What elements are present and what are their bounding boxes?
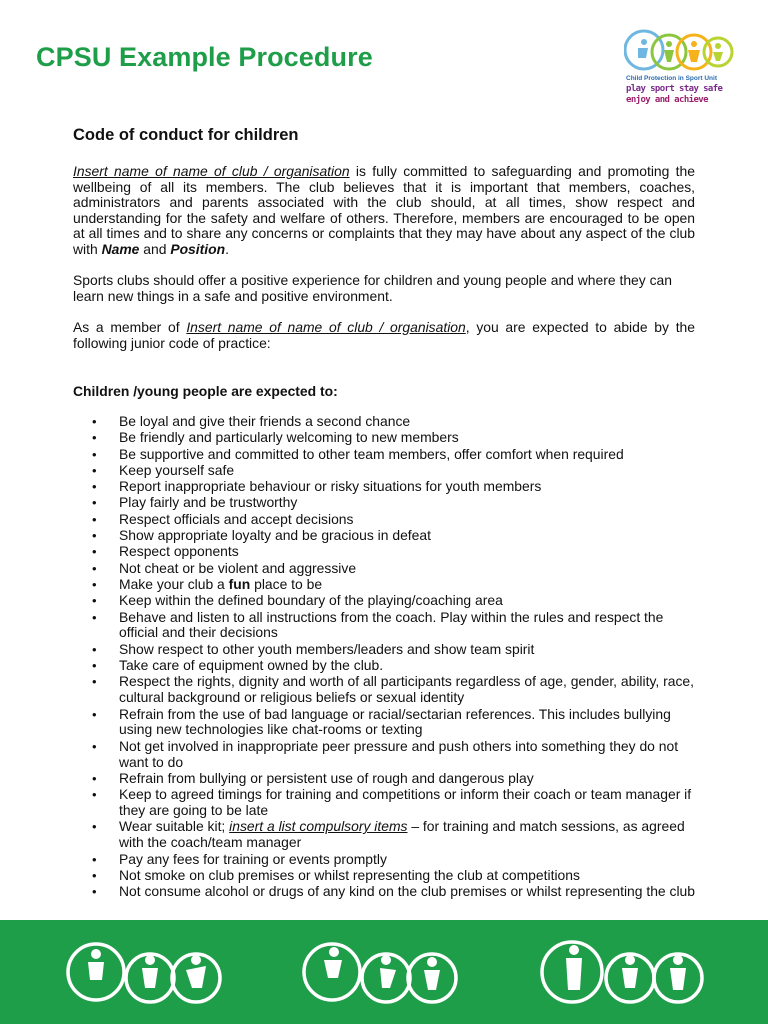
rule-text: Be loyal and give their friends a second chance bbox=[119, 413, 411, 429]
rule-text: place to be bbox=[250, 575, 323, 592]
bullet-icon: • bbox=[92, 495, 97, 511]
cpsu-logo bbox=[622, 28, 734, 108]
bullet-icon: • bbox=[92, 738, 97, 754]
position-label: Position bbox=[170, 240, 226, 257]
logo-tagline-1: play sport stay safe bbox=[626, 84, 723, 94]
rule-text: Show appropriate loyalty and be gracious in defeat bbox=[119, 527, 431, 544]
rule-list-item bbox=[73, 447, 695, 463]
wheelchair-sports-icon bbox=[66, 930, 226, 1014]
rule-list-item bbox=[73, 707, 695, 739]
rule-text: Not get involved in inappropriate peer pressure and push others into something they do not want to do bbox=[119, 737, 679, 770]
rule-list-item bbox=[73, 787, 695, 819]
intro-and: and bbox=[139, 240, 171, 257]
rule-list-item bbox=[73, 884, 695, 900]
bullet-icon: • bbox=[92, 576, 97, 592]
rule-list-item bbox=[73, 868, 695, 884]
bullet-icon: • bbox=[92, 609, 97, 625]
rule-list-item bbox=[73, 610, 695, 642]
logo-unit-name: Child Protection in Sport Unit bbox=[626, 75, 717, 82]
bullet-icon: • bbox=[92, 770, 97, 786]
bullet-icon: • bbox=[92, 641, 97, 657]
cycling-sports-icon bbox=[302, 930, 462, 1014]
rule-list-item bbox=[73, 528, 695, 544]
bullet-icon: • bbox=[92, 430, 97, 446]
rule-list-item bbox=[73, 658, 695, 674]
rule-text: Respect the rights, dignity and worth of all participants regardless of age, gender, ability, race, cultural background or religious beliefs or sexual identity bbox=[119, 673, 694, 706]
rule-text: Keep to agreed timings for training and competitions or inform their coach or team manager if they are going to be late bbox=[119, 786, 692, 819]
bullet-icon: • bbox=[92, 674, 97, 690]
sports-clubs-paragraph: Sports clubs should offer a positive experience for children and young people and where they can learn new things in a safe and positive environment. bbox=[73, 272, 672, 304]
bullet-icon: • bbox=[92, 593, 97, 609]
rule-list-item bbox=[73, 495, 695, 511]
rule-text: Report inappropriate behaviour or risky situations for youth members bbox=[119, 478, 542, 495]
rule-text: Keep within the defined boundary of the playing/coaching area bbox=[119, 592, 503, 609]
rule-text: Not smoke on club premises or whilst representing the club at competitions bbox=[119, 866, 580, 883]
bullet-icon: • bbox=[92, 560, 97, 576]
bullet-icon: • bbox=[92, 528, 97, 544]
rule-list-item bbox=[73, 544, 695, 560]
fun-emphasis: fun bbox=[228, 575, 251, 592]
document-heading: Code of conduct for children bbox=[73, 126, 299, 144]
bullet-icon: • bbox=[92, 446, 97, 462]
rule-list-item bbox=[73, 512, 695, 528]
rule-text: Show respect to other youth members/leaders and show team spirit bbox=[119, 640, 535, 657]
bullet-icon: • bbox=[92, 544, 97, 560]
bullet-icon: • bbox=[92, 658, 97, 674]
rule-text: Refrain from bullying or persistent use of rough and dangerous play bbox=[119, 769, 534, 786]
member-paragraph bbox=[73, 320, 695, 351]
rule-list-item bbox=[73, 463, 695, 479]
rule-text: Play fairly and be trustworthy bbox=[119, 494, 298, 511]
rule-text: – for training and match sessions, as agreed with the coach/team manager bbox=[119, 818, 685, 851]
member-text-a: As a member of bbox=[73, 319, 187, 335]
bullet-icon: • bbox=[92, 462, 97, 478]
rule-list-item bbox=[73, 577, 695, 593]
rule-text: Behave and listen to all instructions from the coach. Play within the rules and respect the official and their decisions bbox=[119, 608, 664, 641]
rule-text: Refrain from the use of bad language or racial/sectarian references. This includes bullying using new technologies like chat-rooms or texting bbox=[119, 705, 671, 738]
rule-list-item bbox=[73, 593, 695, 609]
intro-end: . bbox=[225, 240, 229, 257]
rule-list-item bbox=[73, 674, 695, 706]
bullet-icon: • bbox=[92, 867, 97, 883]
bullet-icon: • bbox=[92, 706, 97, 722]
rule-list-item bbox=[73, 561, 695, 577]
document-body bbox=[73, 126, 695, 901]
member-text-b: , you are expected to abide by the following junior code of practice: bbox=[73, 319, 695, 351]
bullet-icon: • bbox=[92, 479, 97, 495]
rule-list-item bbox=[73, 739, 695, 771]
rule-text: Wear suitable kit; bbox=[119, 818, 230, 835]
bullet-icon: • bbox=[92, 787, 97, 803]
rule-text: Respect opponents bbox=[119, 543, 239, 560]
bullet-icon: • bbox=[92, 511, 97, 527]
name-label: Name bbox=[101, 240, 140, 257]
rule-text: Be supportive and committed to other team members, offer comfort when required bbox=[119, 445, 624, 462]
rule-list-item bbox=[73, 819, 695, 851]
club-name-placeholder-2: Insert name of name of club / organisation bbox=[186, 319, 466, 335]
bullet-icon: • bbox=[92, 884, 97, 900]
rule-text: Keep yourself safe bbox=[119, 461, 235, 478]
sport-rings-icon bbox=[624, 28, 734, 72]
intro-paragraph bbox=[73, 164, 695, 257]
logo-tagline-2: enjoy and achieve bbox=[626, 95, 708, 105]
rule-text: Pay any fees for training or events promptly bbox=[119, 850, 387, 867]
rule-text: Be friendly and particularly welcoming to new members bbox=[119, 429, 459, 446]
rules-list bbox=[73, 414, 695, 900]
bullet-icon: • bbox=[92, 414, 97, 429]
rule-text: Take care of equipment owned by the club. bbox=[119, 657, 384, 674]
rule-list-item bbox=[73, 852, 695, 868]
rule-list-item bbox=[73, 430, 695, 446]
bullet-icon: • bbox=[92, 851, 97, 867]
rule-text: Not cheat or be violent and aggressive bbox=[119, 559, 357, 576]
athletics-sports-icon bbox=[540, 930, 710, 1014]
footer-banner bbox=[0, 920, 768, 1024]
rule-text: Not consume alcohol or drugs of any kind on the club premises or whilst representing the club bbox=[119, 883, 695, 900]
rule-list-item bbox=[73, 771, 695, 787]
club-name-placeholder: Insert name of name of club / organisation bbox=[73, 163, 350, 179]
rule-list-item bbox=[73, 479, 695, 495]
rule-list-item bbox=[73, 414, 695, 430]
intro-text: is fully committed to safeguarding and promoting the wellbeing of all its members. The club believes that it is important that members, coaches, administrators and parents associated with the club should, at all times, show respect and understanding for the safety and welfare of others. Therefore, members are encouraged to be open at all times and to share any concerns or complaints that they may have about any aspect of the club with bbox=[73, 163, 695, 257]
expectations-subheading: Children /young people are expected to: bbox=[73, 383, 338, 399]
rule-list-item bbox=[73, 642, 695, 658]
rule-text: Respect officials and accept decisions bbox=[119, 510, 354, 527]
kit-placeholder: insert a list compulsory items bbox=[229, 818, 408, 835]
bullet-icon: • bbox=[92, 819, 97, 835]
page-title: CPSU Example Procedure bbox=[36, 42, 373, 72]
rule-text: Make your club a bbox=[119, 575, 229, 592]
